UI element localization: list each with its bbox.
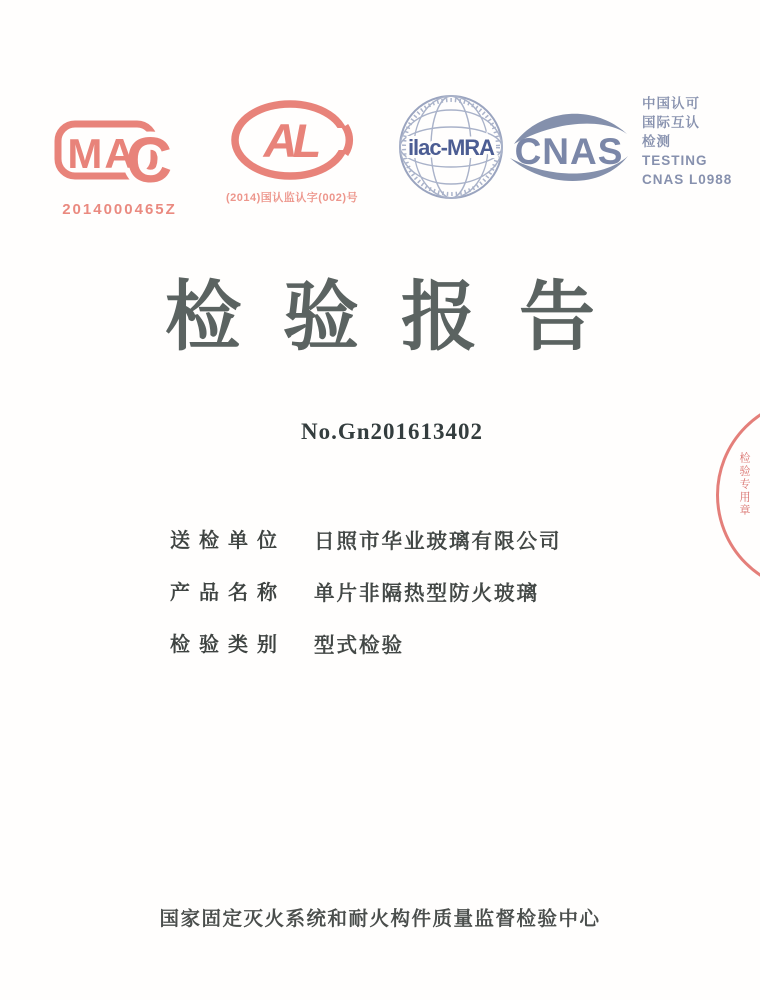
cal-certificate-number: (2014)国认监认字(002)号 xyxy=(226,192,358,204)
cnas-logo-icon xyxy=(504,102,634,196)
cnas-side-text xyxy=(642,94,752,189)
cnas-side-line: TESTING xyxy=(642,153,708,168)
cal-logo-icon xyxy=(227,100,357,184)
cnas-side-line: 检测 xyxy=(642,134,671,149)
field-value: 型式检验 xyxy=(314,633,404,657)
ilac-mra-logo-icon xyxy=(396,92,506,202)
field-row-inspection-type xyxy=(170,627,562,658)
cma-ma-letters: MA xyxy=(67,130,137,177)
cma-c-letter: C xyxy=(125,124,173,194)
cal-al-letters: AL xyxy=(263,114,317,167)
cnas-side-line: 中国认可 xyxy=(642,96,700,111)
field-row-submitting-unit xyxy=(170,523,562,554)
cma-logo xyxy=(52,112,187,218)
field-value: 日照市华业玻璃有限公司 xyxy=(314,529,562,553)
cnas-wordmark: CNAS xyxy=(514,131,624,172)
report-number: No.Gn201613402 xyxy=(300,419,484,444)
cnas-side-line: CNAS L0988 xyxy=(642,172,733,187)
field-label: 检验类别 xyxy=(170,634,286,656)
ilac-mra-wordmark: ilac-MRA xyxy=(407,135,495,160)
cnas-logo xyxy=(504,102,634,196)
field-value: 单片非隔热型防火玻璃 xyxy=(314,581,539,605)
cma-certificate-number: 2014000465Z xyxy=(62,201,177,218)
red-seal-text: 检验专用章 xyxy=(738,452,750,517)
field-label: 产品名称 xyxy=(170,582,286,604)
cma-logo-icon xyxy=(52,112,187,194)
cal-logo xyxy=(206,100,378,205)
field-label: 送检单位 xyxy=(170,530,286,552)
page-title: 检验报告 xyxy=(165,275,637,360)
ilac-mra-logo xyxy=(396,92,506,202)
inspection-center-name: 国家固定灭火系统和耐火构件质量监督检验中心 xyxy=(159,908,601,930)
cnas-side-line: 国际互认 xyxy=(642,115,700,130)
report-fields xyxy=(170,523,562,679)
field-row-product-name xyxy=(170,575,562,606)
